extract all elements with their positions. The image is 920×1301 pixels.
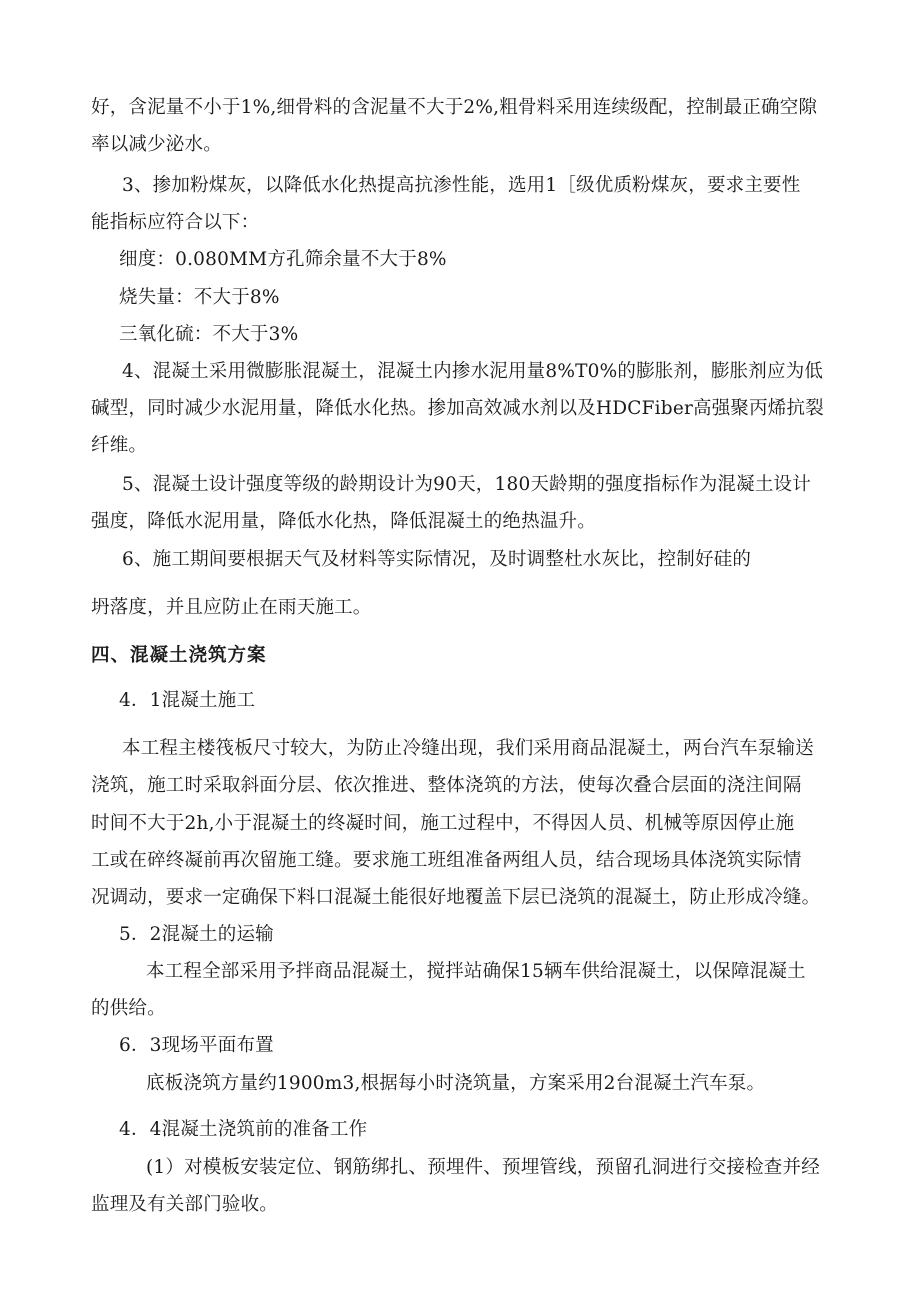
subsection-heading: 5．2混凝土的运输	[119, 924, 274, 945]
text-line: 碱型，同时减少水泥用量，降低水化热。掺加高效减水剂以及HDCFiber高强聚丙烯抗裂	[91, 398, 824, 419]
text-line: 监理及有关部门验收。	[91, 1194, 279, 1215]
text-line: 本工程主楼筏板尺寸较大，为防止冷缝出现，我们采用商品混凝土，两台汽车泵输送	[122, 738, 814, 759]
text-line: (1）对模板安装定位、钢筋绑扎、预埋件、预埋管线，预留孔洞进行交接检查并经	[146, 1157, 820, 1178]
text-line: 5、混凝土设计强度等级的龄期设计为90天，180天龄期的强度指标作为混凝土设计	[122, 474, 811, 495]
text-line: 工或在碎终凝前再次留施工缝。要求施工班组准备两组人员，结合现场具体浇筑实际情	[91, 850, 802, 871]
section-heading: 四、混凝土浇筑方案	[91, 645, 267, 666]
text-line: 况调动，要求一定确保下料口混凝土能很好地覆盖下层已浇筑的混凝土，防止形成冷缝。	[91, 887, 821, 908]
text-line: 率以减少泌水。	[91, 134, 222, 155]
text-line: 强度，降低水泥用量，降低水化热，降低混凝土的绝热温升。	[91, 511, 596, 532]
text-line: 能指标应符合以下：	[91, 212, 260, 233]
text-line: 好，含泥量不小于1%,细骨料的含泥量不大于2%,粗骨料采用连续级配，控制最正确空隙	[91, 97, 818, 118]
text-line: 6、施工期间要根据天气及材料等实际情况，及时调整杜水灰比，控制好硅的	[122, 549, 752, 570]
text-line: 4、混凝土采用微膨胀混凝土，混凝土内掺水泥用量8%T0%的膨胀剂，膨胀剂应为低	[122, 361, 824, 382]
text-line: 三氧化硫：不大于3%	[119, 324, 299, 345]
text-line: 本工程全部采用予拌商品混凝土，搅拌站确保15辆车供给混凝土，以保障混凝土	[146, 961, 806, 982]
subsection-heading: 4．1混凝土施工	[119, 690, 256, 711]
text-line: 细度：0.080MM方孔筛余量不大于8%	[119, 249, 447, 270]
text-line: 纤维。	[91, 435, 148, 456]
text-line: 时间不大于2h,小于混凝土的终凝时间，施工过程中，不得因人员、机械等原因停止施	[91, 813, 795, 834]
text-line: 3、掺加粉煤灰，以降低水化热提高抗渗性能，选用1［级优质粉煤灰，要求主要性	[122, 175, 801, 196]
text-line: 坍落度，并且应防止在雨天施工。	[91, 597, 372, 618]
text-line: 底板浇筑方量约1900m3,根据每小时浇筑量，方案采用2台混凝土汽车泵。	[146, 1073, 766, 1094]
text-line: 烧失量：不大于8%	[119, 287, 280, 308]
subsection-heading: 6．3现场平面布置	[119, 1035, 274, 1056]
subsection-heading: 4．4混凝土浇筑前的准备工作	[119, 1119, 368, 1140]
text-line: 浇筑，施工时采取斜面分层、依次推进、整体浇筑的方法，使每次叠合层面的浇注间隔	[91, 775, 802, 796]
text-line: 的供给。	[91, 998, 166, 1019]
